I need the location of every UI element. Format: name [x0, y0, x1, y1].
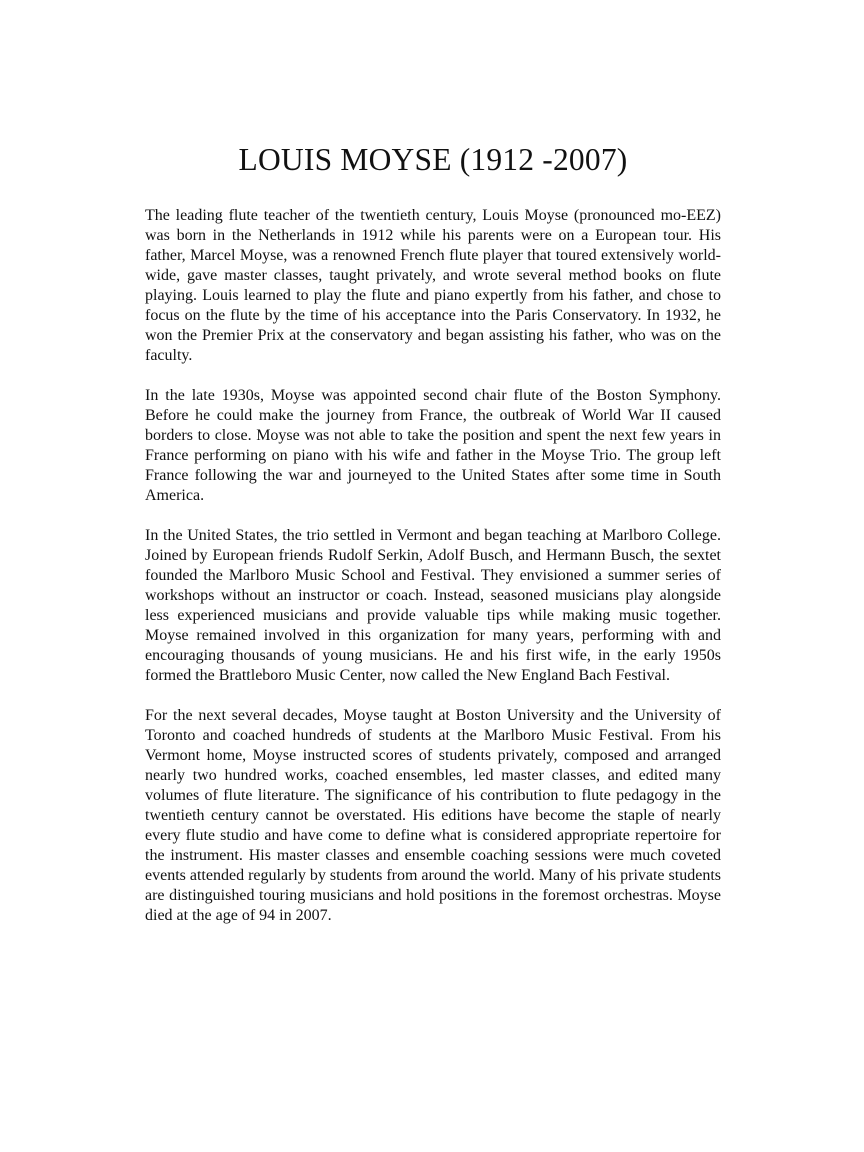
body-paragraph: The leading flute teacher of the twentieth century, Louis Moyse (pronounced mo-EEZ) was born in the Netherlands in 1912 while his parents were on a European tour. His father, Marcel Moyse, was a renowned French flute player that toured extensively world-wide, gave master classes, taught privately, and wrote several method books on flute playing. Louis learned to play the flute and piano expertly from his father, and chose to focus on the flute by the time of his acceptance into the Paris Conservatory. In 1932, he won the Premier Prix at the conservatory and began assisting his father, who was on the faculty. — [145, 207, 721, 364]
body-paragraph: For the next several decades, Moyse taught at Boston University and the University of Toronto and coached hundreds of students at the Marlboro Music Festival. From his Vermont home, Moyse instructed scores of students privately, composed and arranged nearly two hundred works, coached ensembles, led master classes, and edited many volumes of flute literature. The significance of his contribution to flute pedagogy in the twentieth century cannot be overstated. His editions have become the staple of nearly every flute studio and have come to define what is considered appropriate repertoire for the instrument. His master classes and ensemble coaching sessions were much coveted events attended regularly by students from around the world. Many of his private students are distinguished touring musicians and hold positions in the foremost orchestras. Moyse died at the age of 94 in 2007. — [145, 707, 721, 924]
body-paragraph: In the United States, the trio settled in Vermont and began teaching at Marlboro College. Joined by European friends Rudolf Serkin, Adolf Busch, and Hermann Busch, the sextet founded the Marlboro Music School and Festival. They envisioned a summer series of workshops without an instructor or coach. Instead, seasoned musicians play alongside less experienced musicians and provide valuable tips while making music together. Moyse remained involved in this organization for many years, performing with and encouraging thousands of young musicians. He and his first wife, in the early 1950s formed the Brattleboro Music Center, now called the New England Bach Festival. — [145, 527, 721, 684]
page-title: LOUIS MOYSE (1912 -2007) — [238, 142, 628, 177]
body-paragraph: In the late 1930s, Moyse was appointed second chair flute of the Boston Symphony. Before he could make the journey from France, the outbreak of World War II caused borders to close. Moyse was not able to take the position and spent the next few years in France performing on piano with his wife and father in the Moyse Trio. The group left France following the war and journeyed to the United States after some time in South America. — [145, 387, 721, 504]
document-page — [145, 140, 721, 926]
